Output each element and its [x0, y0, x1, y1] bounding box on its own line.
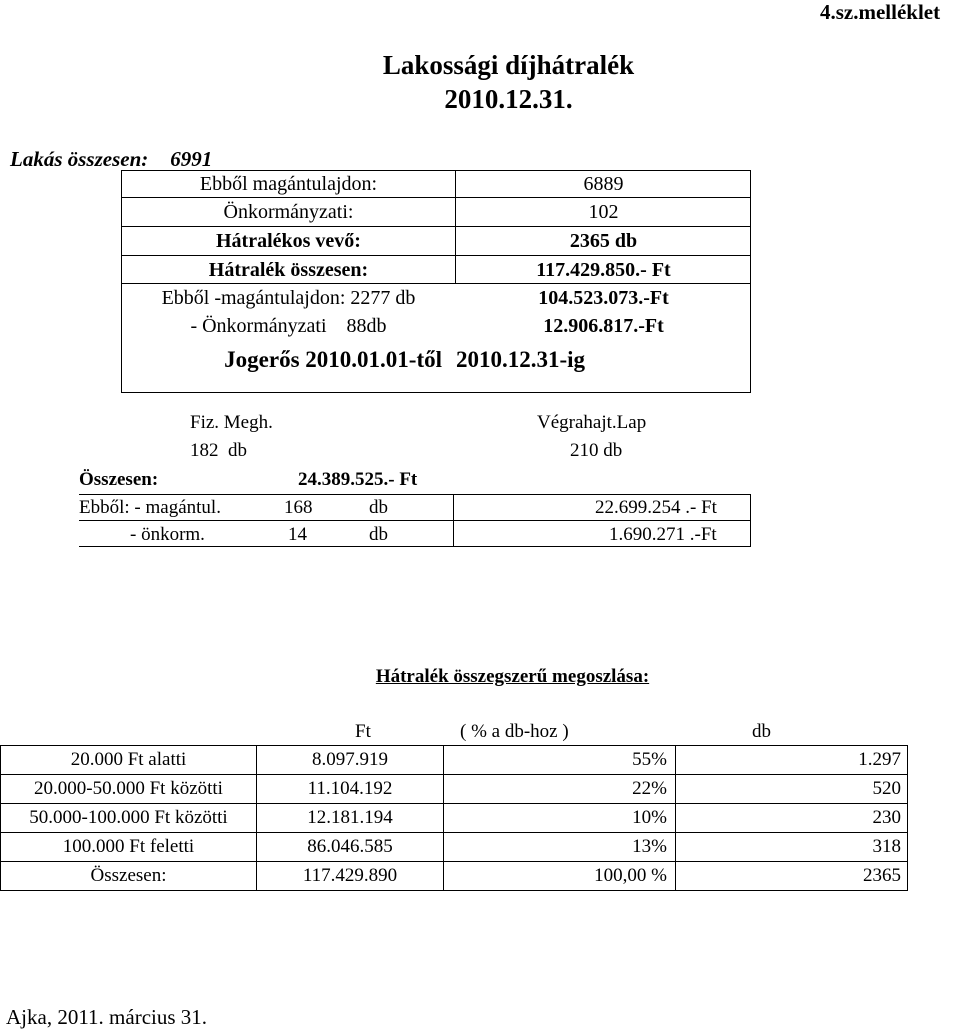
- breakdown-value-private: 104.523.073.-Ft: [538, 287, 669, 309]
- page-date: 2010.12.31.: [444, 84, 573, 114]
- row1-count: 168: [284, 497, 313, 518]
- exec-total-value: 24.389.525.- Ft: [298, 469, 418, 490]
- header-ft: Ft: [355, 721, 371, 742]
- row2-count: 14: [288, 524, 307, 545]
- jogeros-from: Jogerős 2010.01.01-től: [224, 347, 442, 372]
- dist-ft: 8.097.919: [257, 746, 444, 775]
- lakas-value: 6991: [170, 147, 213, 171]
- dist-db: 2365: [676, 862, 908, 891]
- exec-total-label: Összesen:: [79, 469, 159, 490]
- table-row: [1, 746, 908, 775]
- dist-pct: 13%: [444, 833, 676, 862]
- dist-category: 100.000 Ft feletti: [1, 833, 257, 862]
- table-row: [1, 775, 908, 804]
- breakdown-label-municipal: - Önkormányzati 88db: [190, 315, 387, 337]
- summary-value-arrears: 117.429.850.- Ft: [536, 259, 671, 281]
- row2-label: - önkorm.: [130, 524, 205, 545]
- footer-date: Ajka, 2011. március 31.: [6, 1005, 208, 1029]
- table-row-total: [1, 862, 908, 891]
- dist-pct: 10%: [444, 804, 676, 833]
- summary-label-arrears: Hátralék összesen:: [208, 259, 369, 281]
- distribution-title: Hátralék összegszerű megoszlása:: [375, 666, 650, 687]
- vegr-label: Végrahajt.Lap: [537, 412, 647, 433]
- header-db: db: [752, 721, 771, 742]
- row1-unit: db: [369, 497, 388, 518]
- summary-value-municipal: 102: [588, 201, 619, 223]
- dist-ft: 86.046.585: [257, 833, 444, 862]
- row1-label: Ebből: - magántul.: [79, 497, 221, 518]
- fiz-label: Fiz. Megh.: [190, 412, 273, 433]
- jogeros-to: 2010.12.31-ig: [456, 347, 586, 372]
- dist-category: 20.000-50.000 Ft közötti: [1, 775, 257, 804]
- summary-label-municipal: Önkormányzati:: [223, 201, 354, 223]
- summary-value-private: 6889: [583, 173, 624, 195]
- dist-db: 318: [676, 833, 908, 862]
- dist-pct: 100,00 %: [444, 862, 676, 891]
- annex-label: 4.sz.melléklet: [820, 0, 941, 24]
- breakdown-value-municipal: 12.906.817.-Ft: [543, 315, 664, 337]
- dist-db: 520: [676, 775, 908, 804]
- dist-category: 50.000-100.000 Ft közötti: [1, 804, 257, 833]
- lakas-total: [10, 147, 212, 172]
- header-pct: ( % a db-hoz ): [460, 721, 569, 742]
- summary-label-private: Ebből magántulajdon:: [199, 173, 378, 195]
- dist-db: 1.297: [676, 746, 908, 775]
- dist-db: 230: [676, 804, 908, 833]
- row2-value: 1.690.271 .-Ft: [609, 524, 717, 545]
- dist-ft: 117.429.890: [257, 862, 444, 891]
- dist-ft: 12.181.194: [257, 804, 444, 833]
- row2-unit: db: [369, 524, 388, 545]
- row1-value: 22.699.254 .- Ft: [595, 497, 717, 518]
- dist-category: 20.000 Ft alatti: [1, 746, 257, 775]
- summary-value-debtors: 2365 db: [569, 230, 638, 252]
- dist-category: Összesen:: [1, 862, 257, 891]
- dist-ft: 11.104.192: [257, 775, 444, 804]
- distribution-table: [0, 745, 908, 891]
- dist-pct: 55%: [444, 746, 676, 775]
- fiz-count: 182 db: [190, 440, 247, 461]
- summary-box: [121, 170, 751, 393]
- page-title: Lakossági díjhátralék: [382, 50, 635, 80]
- dist-pct: 22%: [444, 775, 676, 804]
- breakdown-label-private: Ebből -magántulajdon: 2277 db: [161, 287, 416, 309]
- lakas-label: Lakás összesen:: [10, 147, 149, 171]
- summary-label-debtors: Hátralékos vevő:: [216, 230, 361, 252]
- table-row: [1, 833, 908, 862]
- vegr-count: 210 db: [570, 440, 623, 461]
- table-row: [1, 804, 908, 833]
